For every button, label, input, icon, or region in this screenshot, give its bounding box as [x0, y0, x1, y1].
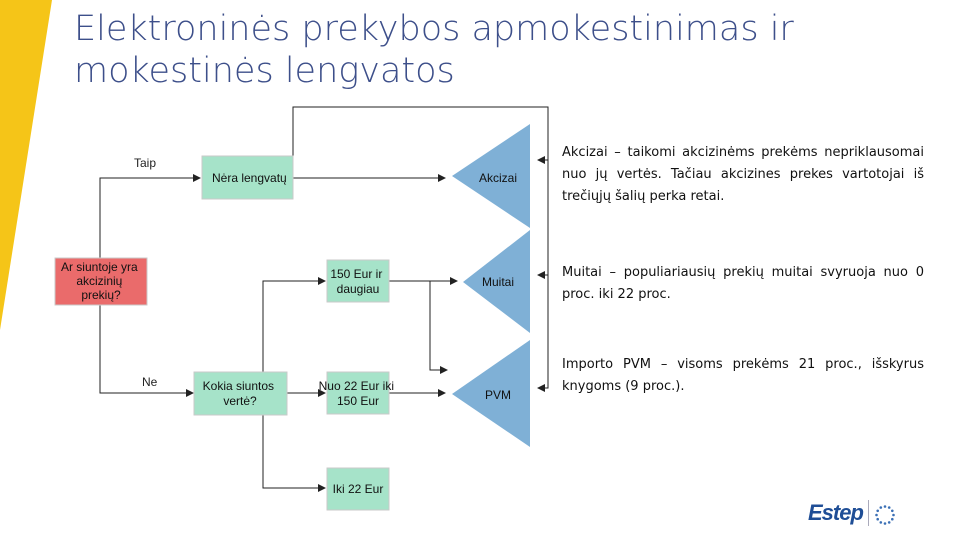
triangle-vat: [452, 340, 530, 447]
svg-text:150 Eur ir daugiau: 150 Eur ir daugiau: [330, 267, 383, 296]
value-under-22-box: [327, 468, 389, 510]
eu-stars-icon: [874, 504, 896, 526]
note-vat: Importo PVM – visoms prekėms 21 proc., išskyrus knygoms (9 proc.).: [562, 357, 924, 394]
svg-text:Nuo 22 Eur iki 150 Eur: Nuo 22 Eur iki 150 Eur: [318, 379, 395, 408]
estep-logo: Estep: [808, 500, 863, 525]
triangle-excise: [452, 124, 530, 228]
svg-text:PVM: PVM: [484, 388, 512, 402]
page-title: Elektroninės prekybos apmokestinimas ir mokestinės lengvatos: [74, 9, 794, 91]
svg-text:Kokia siuntos vertė?: Kokia siuntos vertė?: [202, 379, 275, 408]
svg-text:Nėra lengvatų: Nėra lengvatų: [212, 171, 287, 185]
value-22-150-box: [319, 372, 398, 414]
svg-text:Muitai: Muitai: [481, 275, 515, 289]
value-150-plus-box: [327, 260, 389, 302]
svg-text:Iki 22 Eur: Iki 22 Eur: [332, 482, 384, 496]
svg-text:Ar siuntoje yra akcizini: Ar siuntoje yra akcizinių prekių?: [60, 260, 138, 302]
note-customs: Muitai – populiariausių prekių muitai svyruoja nuo 0 proc. iki 22 proc.: [562, 265, 924, 302]
edge-label-yes: Taip: [134, 156, 157, 170]
value-question-box: [194, 372, 287, 415]
note-excise: Akcizai – taikomi akcizinėms prekėms nepriklausomai nuo jų vertės. Tačiau akcizines prekes vartotojai iš trečiųjų šalių perka retai.: [562, 145, 924, 204]
question-box: [55, 258, 147, 305]
logo-divider: [868, 500, 869, 526]
no-relief-box: [202, 156, 293, 199]
triangle-customs: [463, 230, 530, 333]
svg-text:Akcizai: Akcizai: [478, 171, 518, 185]
edge-label-no: Ne: [142, 375, 158, 389]
